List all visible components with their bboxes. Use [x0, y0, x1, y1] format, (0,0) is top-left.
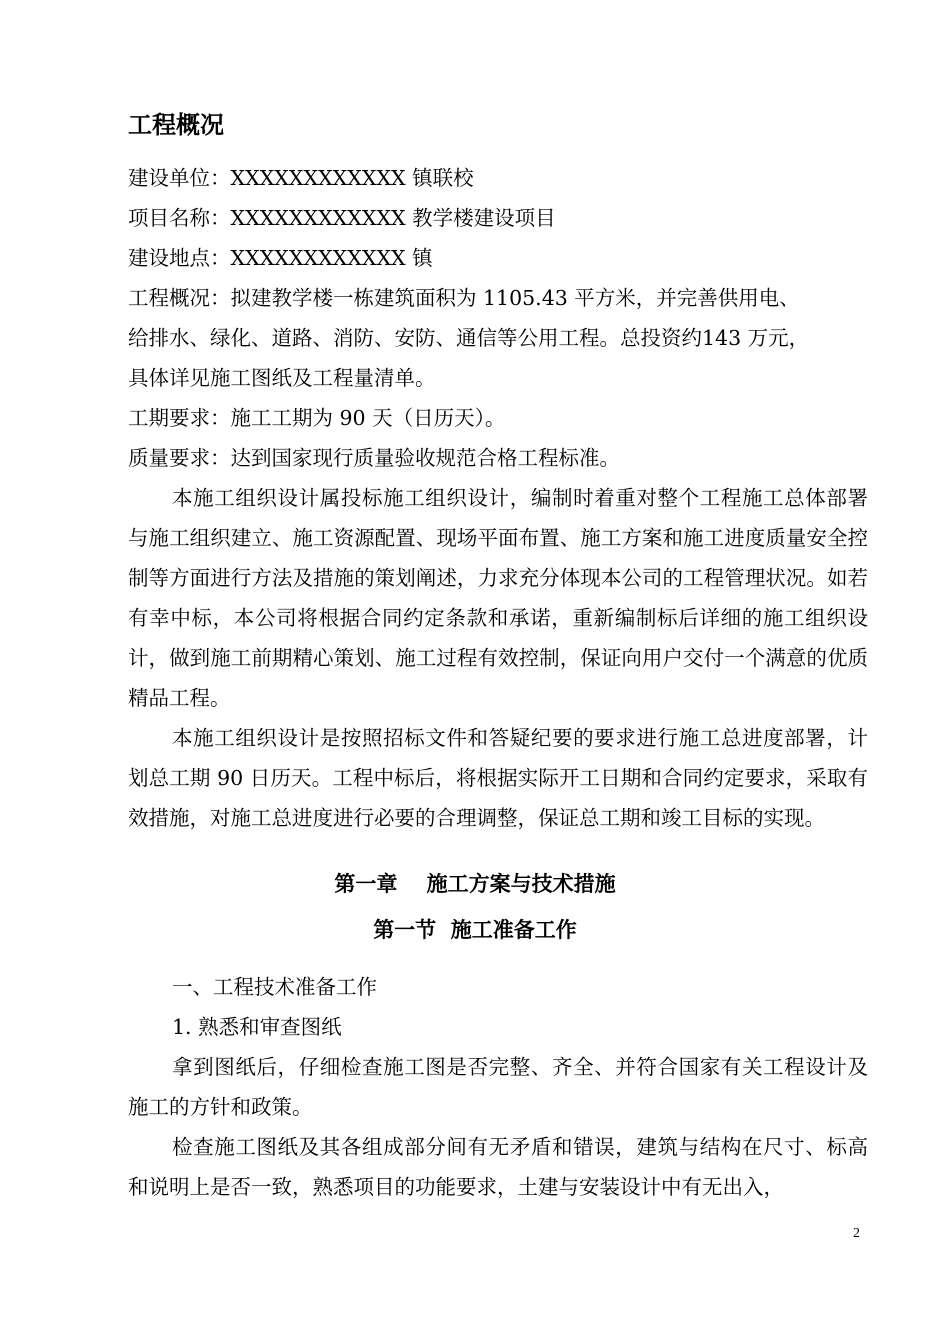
- item-paragraph-block: [128, 1047, 868, 1207]
- section-heading: 工程概况: [128, 111, 224, 139]
- page-number: 2: [853, 1226, 860, 1241]
- overview-line-1: [128, 278, 868, 318]
- field-owner: [128, 158, 868, 198]
- chapter-title: 第一章 施工方案与技术措施: [334, 872, 616, 896]
- field-label: 项目名称：: [128, 206, 231, 230]
- field-quality: [128, 438, 868, 478]
- field-label: 工程概况：: [128, 286, 231, 310]
- item-paragraph-2: 检查施工图纸及其各组成部分间有无矛盾和错误，建筑与结构在尺寸、标高和说明上是否一致，熟悉项目的功能要求，土建与安装设计中有无出入，: [128, 1135, 868, 1199]
- field-value: 施工工期为 90 天（日历天）。: [230, 406, 506, 430]
- subsection-heading: 一、工程技术准备工作: [172, 975, 377, 999]
- item-paragraph-1: 拿到图纸后，仔细检查施工图是否完整、齐全、并符合国家有关工程设计及施工的方针和政策。: [128, 1055, 868, 1119]
- overview-line-3: 具体详见施工图纸及工程量清单。: [128, 366, 436, 390]
- project-info-block: [128, 158, 868, 478]
- intro-paragraph-2: 本施工组织设计是按照招标文件和答疑纪要的要求进行施工总进度部署，计划总工期 90 日历天。工程中标后，将根据实际开工日期和合同约定要求，采取有效措施，对施工总进度进行必要的合理调整，保证总工期和竣工目标的实现。: [128, 726, 868, 830]
- field-label: 建设单位：: [128, 166, 231, 190]
- field-value: XXXXXXXXXXXX 镇: [230, 246, 433, 270]
- field-label: 质量要求：: [128, 446, 231, 470]
- field-value: XXXXXXXXXXXX 镇联校: [230, 166, 474, 190]
- field-location: [128, 238, 868, 278]
- field-schedule: [128, 398, 868, 438]
- section-title: 第一节 施工准备工作: [373, 918, 577, 942]
- field-value: 达到国家现行质量验收规范合格工程标准。: [230, 446, 620, 470]
- item-heading: 1. 熟悉和审查图纸: [172, 1015, 342, 1039]
- overview-line-2: 给排水、绿化、道路、消防、安防、通信等公用工程。总投资约143 万元，: [128, 326, 810, 350]
- field-project-name: [128, 198, 868, 238]
- intro-paragraph-block: [128, 478, 868, 838]
- field-label: 建设地点：: [128, 246, 231, 270]
- overview-text: 拟建教学楼一栋建筑面积为 1105.43 平方米，并完善供用电、: [230, 286, 800, 310]
- intro-paragraph-1: 本施工组织设计属投标施工组织设计，编制时着重对整个工程施工总体部署与施工组织建立、施工资源配置、现场平面布置、施工方案和施工进度质量安全控制等方面进行方法及措施的策划阐述，力求充分体现本公司的工程管理状况。如若有幸中标，本公司将根据合同约定条款和承诺，重新编制标后详细的施工组织设计，做到施工前期精心策划、施工过程有效控制，保证向用户交付一个满意的优质精品工程。: [128, 486, 868, 710]
- field-label: 工期要求：: [128, 406, 231, 430]
- field-value: XXXXXXXXXXXX 教学楼建设项目: [230, 206, 556, 230]
